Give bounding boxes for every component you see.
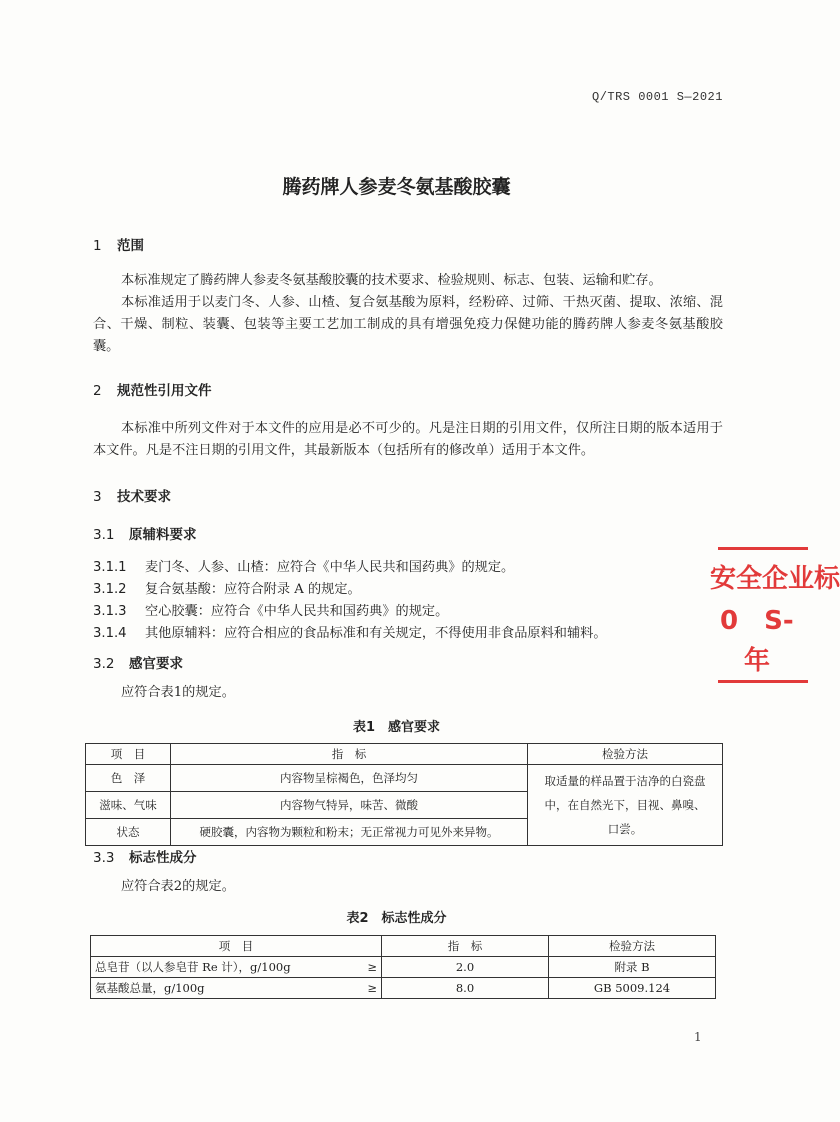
- section-title: 标志性成分: [129, 850, 197, 866]
- section-1-paragraph-1: 本标准规定了腾药牌人参麦冬氨基酸胶囊的技术要求、检验规则、标志、包装、运输和贮存。: [121, 273, 662, 288]
- section-3-heading: [93, 485, 171, 505]
- table-cell: 附录 B: [549, 957, 716, 978]
- table-row: [91, 978, 716, 999]
- section-3-3-heading: [93, 846, 197, 866]
- requirement-item: [93, 622, 607, 641]
- column-header: 项 目: [86, 744, 171, 765]
- table-cell-method: 取适量的样品置于洁净的白瓷盘中，在自然光下，目视、鼻嗅、口尝。: [528, 765, 723, 846]
- table-header-row: [86, 744, 723, 765]
- registration-stamp: [710, 547, 840, 683]
- section-title: 原辅料要求: [129, 527, 197, 543]
- column-header: 指 标: [171, 744, 528, 765]
- item-number: 3.1.2: [93, 582, 127, 597]
- stamp-line: 年: [744, 646, 771, 676]
- section-1-heading: [93, 234, 144, 254]
- table-cell: 内容物呈棕褐色，色泽均匀: [171, 765, 528, 792]
- sensory-requirements-table: [85, 743, 723, 846]
- section-title: 技术要求: [117, 489, 171, 505]
- item-number: 3.1.4: [93, 626, 127, 641]
- stamp-line: 安全企业标: [710, 564, 840, 594]
- table-cell: 色 泽: [86, 765, 171, 792]
- section-1-paragraph-2: 本标准适用于以麦门冬、人参、山楂、复合氨基酸为原料，经粉碎、过筛、干热灭菌、提取、浓缩、混合、干燥、制粒、装囊、包装等主要工艺加工制成的具有增强免疫力保健功能的腾药牌人参麦冬氨基酸胶囊。: [93, 295, 723, 354]
- section-number: 3: [93, 489, 102, 505]
- section-2-heading: [93, 379, 212, 399]
- table-cell: 内容物气特异，味苦、微酸: [171, 792, 528, 819]
- table-cell: 滋味、气味: [86, 792, 171, 819]
- section-3-2-heading: [93, 652, 183, 672]
- item-text: 麦门冬、人参、山楂：应符合《中华人民共和国药典》的规定。: [145, 560, 515, 575]
- item-text: 复合氨基酸：应符合附录 A 的规定。: [145, 582, 361, 597]
- item-text: 空心胶囊：应符合《中华人民共和国药典》的规定。: [145, 604, 449, 619]
- section-number: 3.2: [93, 656, 115, 672]
- table-header-row: [91, 936, 716, 957]
- table-row: [91, 957, 716, 978]
- section-number: 1: [93, 238, 102, 254]
- section-number: 2: [93, 383, 102, 399]
- requirement-item: [93, 600, 448, 619]
- table-cell: 氨基酸总量，g/100g: [91, 978, 354, 999]
- table-cell-operator: ≥: [353, 978, 382, 999]
- section-3-2-text: 应符合表1的规定。: [121, 685, 235, 700]
- table-cell: GB 5009.124: [549, 978, 716, 999]
- section-number: 3.1: [93, 527, 115, 543]
- column-header: 项 目: [91, 936, 382, 957]
- section-3-1-heading: [93, 523, 197, 543]
- marker-components-table: [90, 935, 716, 999]
- table-cell: 状态: [86, 819, 171, 846]
- table-cell: 2.0: [382, 957, 549, 978]
- requirement-item: [93, 556, 514, 575]
- table-cell-operator: ≥: [353, 957, 382, 978]
- column-header: 指 标: [382, 936, 549, 957]
- table-cell: 8.0: [382, 978, 549, 999]
- document-title: 腾药牌人参麦冬氨基酸胶囊: [282, 176, 511, 198]
- item-text: 其他原辅料：应符合相应的食品标准和有关规定，不得使用非食品原料和辅料。: [145, 626, 607, 641]
- table-cell: 硬胶囊，内容物为颗粒和粉末；无正常视力可见外来异物。: [171, 819, 528, 846]
- page-number: 1: [694, 1030, 702, 1044]
- item-number: 3.1.1: [93, 560, 127, 575]
- section-title: 感官要求: [129, 656, 183, 672]
- section-title: 规范性引用文件: [117, 383, 212, 399]
- document-number: Q/TRS 0001 S—2021: [592, 90, 723, 104]
- column-header: 检验方法: [528, 744, 723, 765]
- section-2-paragraph: 本标准中所列文件对于本文件的应用是必不可少的。凡是注日期的引用文件，仅所注日期的版本适用于本文件。凡是不注日期的引用文件，其最新版本（包括所有的修改单）适用于本文件。: [93, 421, 723, 458]
- stamp-line: 0 S-: [720, 606, 794, 636]
- column-header: 检验方法: [549, 936, 716, 957]
- table-2-caption: 表2 标志性成分: [346, 911, 447, 926]
- section-3-3-text: 应符合表2的规定。: [121, 879, 235, 894]
- table-1-caption: 表1 感官要求: [352, 720, 441, 735]
- section-title: 范围: [117, 238, 144, 254]
- requirement-item: [93, 578, 361, 597]
- section-number: 3.3: [93, 850, 115, 866]
- table-row: [86, 765, 723, 792]
- item-number: 3.1.3: [93, 604, 127, 619]
- table-cell: 总皂苷（以人参皂苷 Re 计），g/100g: [91, 957, 354, 978]
